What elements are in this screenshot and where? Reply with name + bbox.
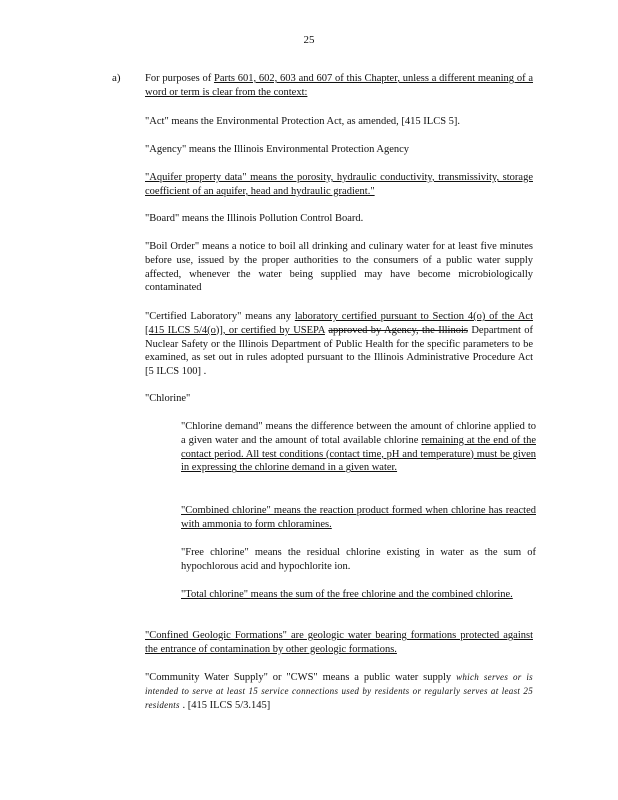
definition-cws-citation: . [415 ILCS 5/3.145] xyxy=(179,699,271,711)
definition-total-chlorine xyxy=(181,588,536,602)
definition-boil-order-text: "Boil Order" means a notice to boil all drinking and culinary water for at least five minutes before use, issued by the proper authorities to the consumers of a public water supply affected, whenever the water being supplied may have become microbiologically contaminated xyxy=(145,241,533,294)
definition-certlab-text: "Certified Laboratory" means any xyxy=(145,311,295,322)
definition-confined-text: "Confined Geologic Formations" are geologic water bearing formations protected against the entrance of contamination by other geologic formations. xyxy=(145,630,533,655)
definition-combined-text: "Combined chlorine" means the reaction product formed when chlorine has reacted with ammonia to form chloramines. xyxy=(181,505,536,530)
page-number: 25 xyxy=(303,34,315,46)
definition-community-water-supply xyxy=(145,671,533,712)
intro-paragraph xyxy=(145,72,533,100)
definition-act xyxy=(145,115,533,129)
definition-board-text: "Board" means the Illinois Pollution Control Board. xyxy=(145,213,364,224)
intro-text: For purposes of xyxy=(145,73,214,84)
definition-agency-text: "Agency" means the Illinois Environmental Protection Agency xyxy=(145,144,410,155)
definition-boil-order xyxy=(145,240,533,295)
section-marker: a) xyxy=(112,72,121,84)
definition-chlorine-demand-text: "Chlorine demand" means the difference between the amount of chlorine applied to a given water and the amount of total available chlorine xyxy=(181,421,536,446)
definition-chlorine-demand-inserted: remaining at the end of the contact period. All test conditions (contact time, pH and temperature) must be given in expressing the chlorine demand in a given water. xyxy=(181,434,536,474)
intro-parts-reference: Parts 601, 602, 603 and 607 of this Chapter xyxy=(213,73,398,84)
definition-chlorine xyxy=(145,392,533,406)
definition-certlab-struck: approved by Agency, the Illinois xyxy=(328,324,468,336)
intro-clear-context: , unless a different meaning of a word or term is clear from the context: xyxy=(145,73,533,98)
definition-cws-italic: which serves or is intended to serve at least 15 service connections used by residents or regularly serves at least 25 residents xyxy=(145,672,533,710)
definition-act-text: "Act" means the Environmental Protection Act, as amended, [415 ILCS 5]. xyxy=(145,116,461,127)
definition-board xyxy=(145,212,533,226)
definition-free-chlorine xyxy=(181,546,536,574)
definition-agency xyxy=(145,143,533,157)
definition-cws-text: "Community Water Supply" or "CWS" means a public water supply xyxy=(145,672,457,683)
definition-aquifer-property-data xyxy=(145,171,533,199)
definition-chlorine-text: "Chlorine" xyxy=(145,393,191,404)
definition-chlorine-demand xyxy=(181,420,536,475)
definition-combined-chlorine xyxy=(181,504,536,532)
definition-aquifer-text: "Aquifer property data" means the porosity, hydraulic conductivity, transmissivity, storage coefficient of an aquifer, head and hydraulic gradient." xyxy=(145,172,533,197)
definition-free-text: "Free chlorine" means the residual chlorine existing in water as the sum of hypochlorous acid and hypochlorite ion. xyxy=(181,547,536,572)
definition-certified-laboratory xyxy=(145,310,533,379)
definition-certlab-inserted: laboratory certified pursuant to Section 4(o) of the Act [415 ILCS 5/4(o)], or certified by USEPA xyxy=(145,311,533,336)
definition-certlab-rest: Department of Nuclear Safety or the Illinois Department of Public Health for the specific parameters to be examined, as set out in rules adopted pursuant to the Illinois Administrative Procedure Act [5 ILCS 100] . xyxy=(145,324,533,378)
definition-total-text: "Total chlorine" means the sum of the free chlorine and the combined chlorine. xyxy=(181,589,513,600)
definition-confined-geologic-formations xyxy=(145,629,533,657)
